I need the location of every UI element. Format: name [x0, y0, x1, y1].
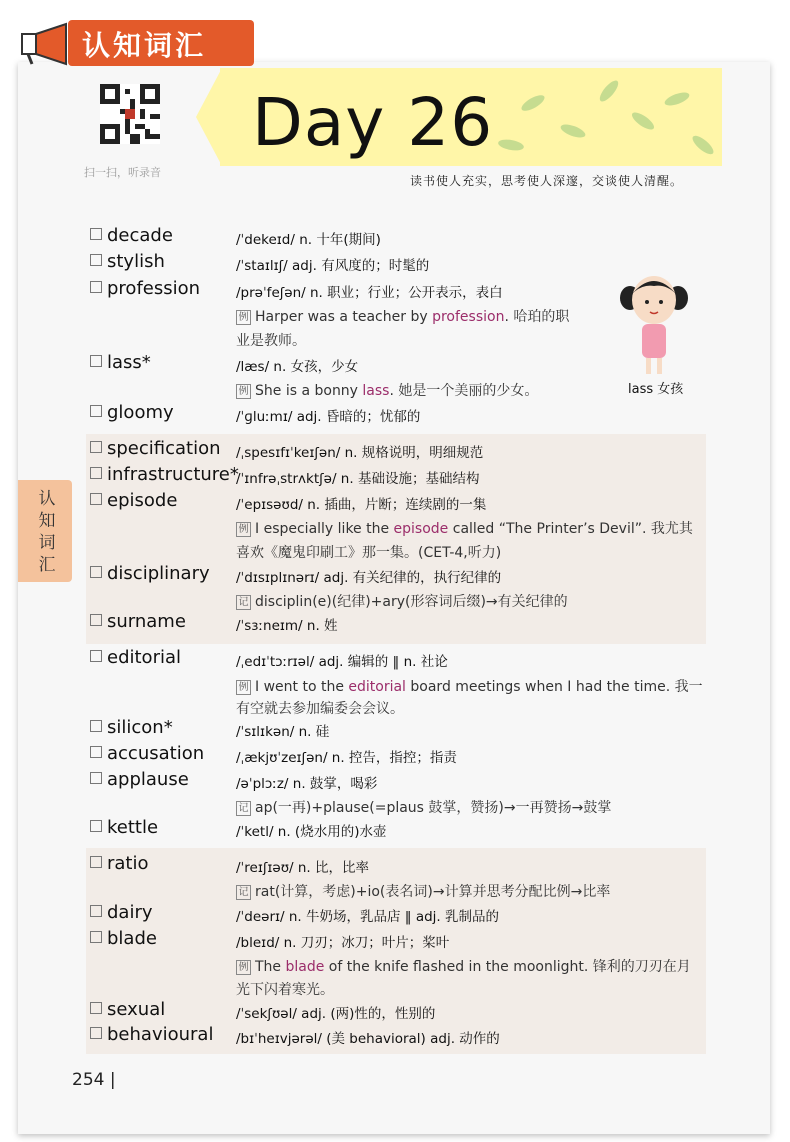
example-tag: 例: [236, 310, 251, 325]
example-translation: 业是教师。: [236, 333, 306, 349]
example-sentence: 例 The blade of the knife flashed in the moonlight. 锋利的刀刃在月: [236, 956, 691, 976]
megaphone-icon: [20, 22, 74, 66]
example-tag: 例: [236, 960, 251, 975]
entry-definition: /ˌækjʊˈzeɪʃən/ n. 控告，指控；指责: [236, 750, 457, 766]
entry-word: episode: [90, 490, 177, 511]
entry-word: dairy: [90, 902, 153, 923]
entry-definition: /ˈepɪsəʊd/ n. 插曲，片断；连续剧的一集: [236, 497, 487, 513]
checkbox[interactable]: [90, 856, 102, 868]
checkbox[interactable]: [90, 281, 102, 293]
girl-illustration: [614, 268, 694, 378]
entry-word: infrastructure*: [90, 464, 239, 485]
checkbox[interactable]: [90, 441, 102, 453]
example-translation: 有空就去参加编委会会议。: [236, 701, 404, 717]
checkbox[interactable]: [90, 614, 102, 626]
entry-word: blade: [90, 928, 157, 949]
checkbox[interactable]: [90, 493, 102, 505]
entry-definition: /ˈsɪlɪkən/ n. 硅: [236, 724, 330, 740]
checkbox[interactable]: [90, 650, 102, 662]
checkbox[interactable]: [90, 405, 102, 417]
checkbox[interactable]: [90, 1027, 102, 1039]
memo-tag: 记: [236, 885, 251, 900]
entry-word: lass*: [90, 352, 151, 373]
entry-definition: /ˌedɪˈtɔːrɪəl/ adj. 编辑的 ‖ n. 社论: [236, 654, 448, 670]
checkbox[interactable]: [90, 1002, 102, 1014]
page-title: Day 26: [252, 84, 494, 161]
memory-tip: 记 ap(一再)+plause(=plaus 鼓掌，赞扬)→一再赞扬→鼓掌: [236, 797, 611, 817]
entry-definition: /prəˈfeʃən/ n. 职业；行业；公开表示，表白: [236, 285, 503, 301]
entry-definition: /ˈdeərɪ/ n. 牛奶场，乳品店 ‖ adj. 乳制品的: [236, 909, 499, 925]
entry-definition: /ˈstaɪlɪʃ/ adj. 有风度的；时髦的: [236, 258, 430, 274]
entry-definition: /ˈdɪsɪplɪnərɪ/ adj. 有关纪律的，执行纪律的: [236, 570, 502, 586]
example-translation: 喜欢《魔鬼印刷工》那一集。(CET-4,听力): [236, 545, 502, 561]
entry-word: surname: [90, 611, 186, 632]
example-tag: 例: [236, 522, 251, 537]
entry-definition: /ˈɪnfrəˌstrʌktʃə/ n. 基础设施；基础结构: [236, 471, 480, 487]
example-tag: 例: [236, 680, 251, 695]
entry-definition: /əˈplɔːz/ n. 鼓掌，喝彩: [236, 776, 378, 792]
checkbox[interactable]: [90, 746, 102, 758]
checkbox[interactable]: [90, 355, 102, 367]
header-band-notch: [196, 68, 222, 166]
example-sentence: 例 She is a bonny lass. 她是一个美丽的少女。: [236, 380, 538, 400]
entry-word: specification: [90, 438, 221, 459]
memo-tag: 记: [236, 595, 251, 610]
checkbox[interactable]: [90, 228, 102, 240]
entry-definition: /læs/ n. 女孩，少女: [236, 359, 359, 375]
entry-word: behavioural: [90, 1024, 213, 1045]
entry-word: decade: [90, 225, 173, 246]
example-sentence: 例 I especially like the episode called “The Printer’s Devil”. 我尤其: [236, 518, 693, 538]
entry-definition: /bɪˈheɪvjərəl/ (美 behavioral) adj. 动作的: [236, 1031, 500, 1047]
quote: 读书使人充实，思考使人深邃，交谈使人清醒。: [410, 174, 684, 188]
illustration-label: lass 女孩: [628, 382, 684, 397]
checkbox[interactable]: [90, 820, 102, 832]
checkbox[interactable]: [90, 720, 102, 732]
example-tag: 例: [236, 384, 251, 399]
section-banner: [8, 14, 258, 72]
example-translation: 光下闪着寒光。: [236, 982, 334, 998]
entry-word: gloomy: [90, 402, 174, 423]
example-sentence: 例 Harper was a teacher by profession. 哈珀的职: [236, 306, 569, 326]
checkbox[interactable]: [90, 467, 102, 479]
entry-definition: /ˈsekʃʊəl/ adj. (两)性的，性别的: [236, 1006, 436, 1022]
entry-definition: /ˌspesɪfɪˈkeɪʃən/ n. 规格说明，明细规范: [236, 445, 484, 461]
checkbox[interactable]: [90, 254, 102, 266]
entry-definition: /ˈsɜːneɪm/ n. 姓: [236, 618, 338, 634]
entry-word: profession: [90, 278, 200, 299]
memo-tag: 记: [236, 801, 251, 816]
banner-title: 认知词汇: [82, 29, 207, 62]
entry-definition: /bleɪd/ n. 刀刃；冰刀；叶片；桨叶: [236, 935, 450, 951]
example-sentence: 例 I went to the editorial board meetings when I had the time. 我一: [236, 676, 703, 696]
side-tab-label: 认知词汇: [38, 489, 56, 575]
memory-tip: 记 disciplin(e)(纪律)+ary(形容词后缀)→有关纪律的: [236, 591, 568, 611]
entry-word: accusation: [90, 743, 204, 764]
entry-word: editorial: [90, 647, 181, 668]
entry-word: disciplinary: [90, 563, 210, 584]
entry-definition: /ˈketl/ n. (烧水用的)水壶: [236, 824, 387, 840]
checkbox[interactable]: [90, 905, 102, 917]
qr-caption: 扫一扫，听录音: [84, 166, 161, 179]
checkbox[interactable]: [90, 772, 102, 784]
checkbox[interactable]: [90, 566, 102, 578]
entry-definition: /ˈreɪʃɪəʊ/ n. 比，比率: [236, 860, 370, 876]
entry-word: sexual: [90, 999, 165, 1020]
entry-definition: /ˈdekeɪd/ n. 十年(期间): [236, 232, 381, 248]
entry-word: applause: [90, 769, 189, 790]
entry-word: ratio: [90, 853, 149, 874]
entry-word: kettle: [90, 817, 158, 838]
entry-word: stylish: [90, 251, 165, 272]
memory-tip: 记 rat(计算，考虑)+io(表名词)→计算并思考分配比例→比率: [236, 881, 610, 901]
page-number: 254 |: [72, 1070, 116, 1090]
entry-definition: /ˈɡluːmɪ/ adj. 昏暗的；忧郁的: [236, 409, 421, 425]
checkbox[interactable]: [90, 931, 102, 943]
qr-code-icon[interactable]: [100, 84, 160, 144]
entry-word: silicon*: [90, 717, 173, 738]
